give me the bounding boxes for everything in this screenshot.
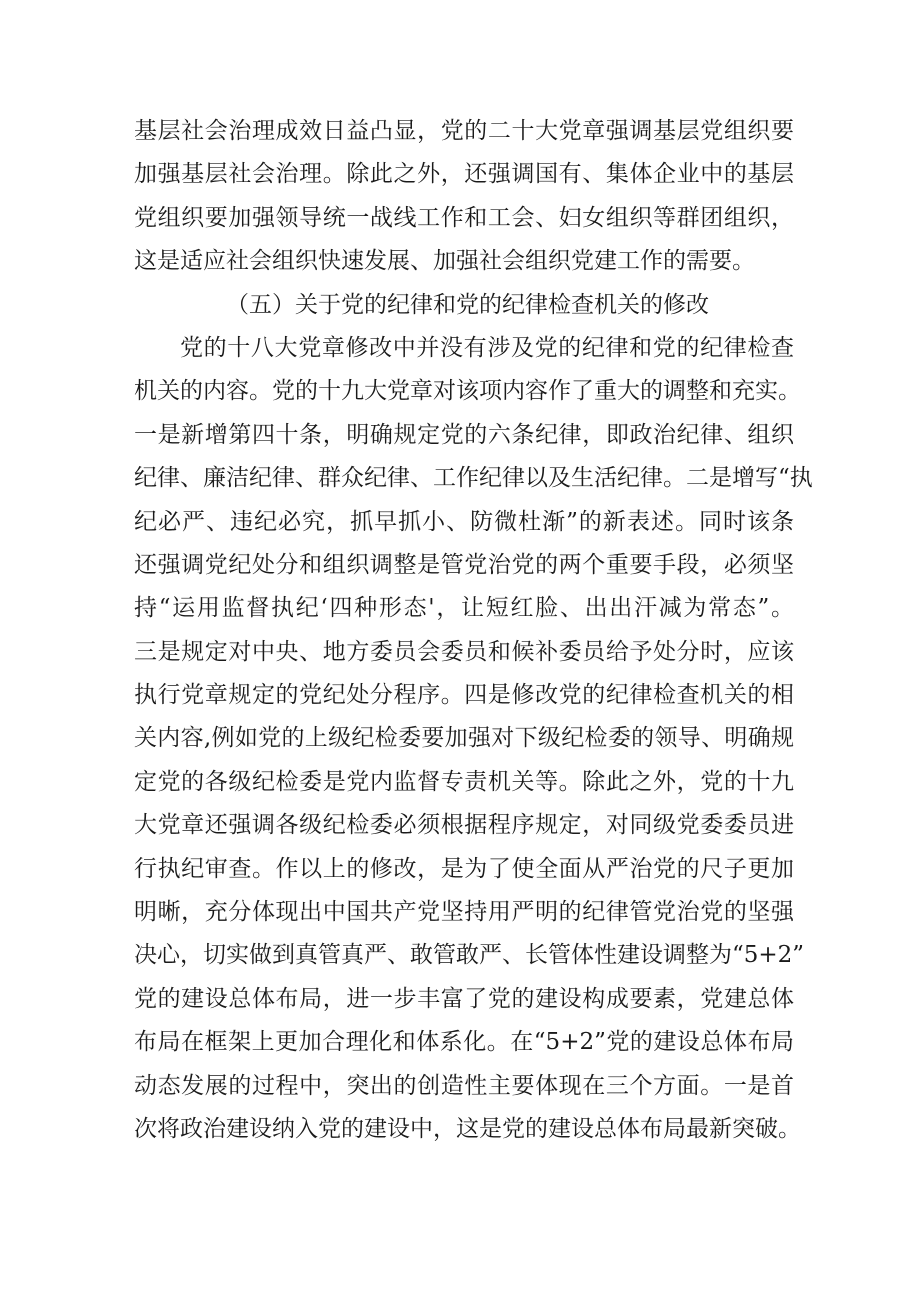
text-line-9: 纪律、廉洁纪律、群众纪律、工作纪律以及生活纪律。二是增写“执: [134, 465, 813, 492]
text-line-21: 党的建设总体布局，进一步丰富了党的建设构成要素，党建总体: [134, 985, 794, 1012]
text-line-4: 这是适应社会组织快速发展、加强社会组织党建工作的需要。: [134, 248, 755, 275]
text-line-14: 执行党章规定的党纪处分程序。四是修改党的纪律检查机关的相: [134, 682, 794, 709]
text-line-18: 行执纪审查。作以上的修改，是为了使全面从严治党的尺子更加: [134, 855, 794, 882]
text-line-17: 大党章还强调各级纪检委必须根据程序规定，对同级党委委员进: [134, 812, 794, 839]
text-line-10: 纪必严、违纪必究，抓早抓小、防微杜渐”的新表述。同时该条: [134, 508, 794, 535]
text-line-11: 还强调党纪处分和组织调整是管党治党的两个重要手段，必须坚: [134, 551, 794, 578]
text-line-3: 党组织要加强领导统一战线工作和工会、妇女组织等群团组织，: [134, 204, 794, 231]
text-line-16: 定党的各级纪检委是党内监督专责机关等。除此之外，党的十九: [134, 768, 794, 795]
paragraph-first-line: 党的十八大党章修改中并没有涉及党的纪律和党的纪律检查: [180, 334, 794, 361]
text-line-13: 三是规定对中央、地方委员会委员和候补委员给予处分时，应该: [134, 638, 794, 665]
text-line-24: 次将政治建设纳入党的建设中，这是党的建设总体布局最新突破。: [134, 1115, 801, 1142]
text-line-23: 动态发展的过程中，突出的创造性主要体现在三个方面。一是首: [134, 1072, 794, 1099]
section-heading: （五）关于党的纪律和党的纪律检查机关的修改: [226, 291, 709, 318]
text-line-1: 基层社会治理成效日益凸显，党的二十大党章强调基层党组织要: [134, 118, 794, 144]
document-body: [134, 110, 813, 1151]
text-line-12: 持“运用监督执纪‘四种形态'，让短红脸、出出汗减为常态”。: [134, 595, 794, 622]
text-line-8: 一是新增第四十条，明确规定党的六条纪律，即政治纪律、组织: [134, 421, 794, 448]
text-line-2: 加强基层社会治理。除此之外，还强调国有、集体企业中的基层: [134, 161, 794, 188]
text-line-20: 决心，切实做到真管真严、敢管敢严、长管体性建设调整为“5+2”: [134, 942, 805, 969]
text-line-19: 明晰，充分体现出中国共产党坚持用严明的纪律管党治党的坚强: [134, 899, 794, 926]
text-line-7: 机关的内容。党的十九大党章对该项内容作了重大的调整和充实。: [134, 378, 801, 405]
text-line-22: 布局在框架上更加合理化和体系化。在“5+2”党的建设总体布局: [134, 1029, 794, 1056]
text-line-15: 关内容,例如党的上级纪检委要加强对下级纪检委的领导、明确规: [134, 725, 794, 752]
